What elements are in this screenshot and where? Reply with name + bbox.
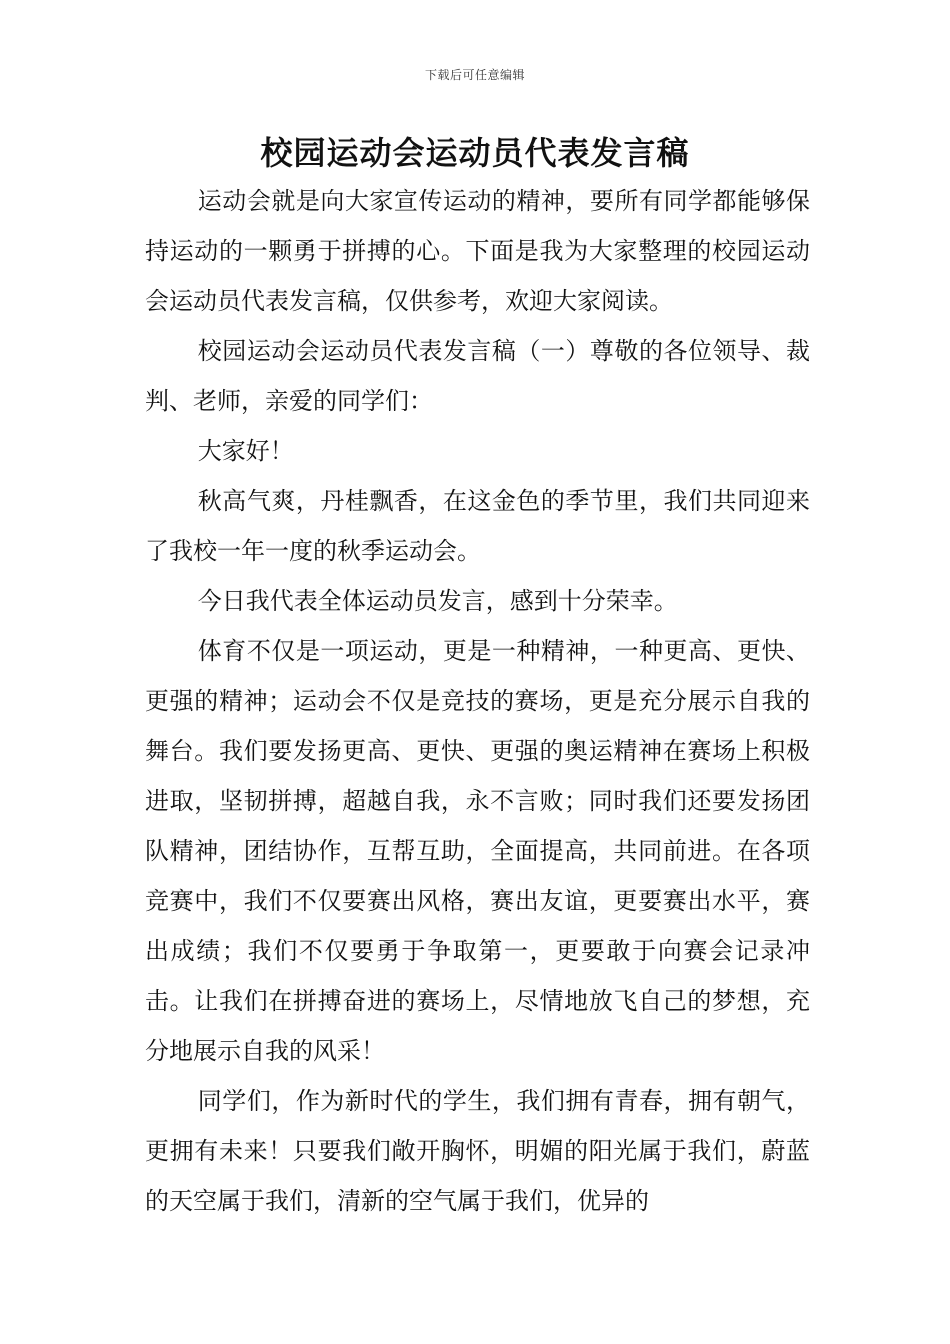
document-title: 校园运动会运动员代表发言稿 — [260, 134, 690, 172]
paragraph: 秋高气爽，丹桂飘香，在这金色的季节里，我们共同迎来了我校一年一度的秋季运动会。 — [145, 487, 810, 565]
page-header-note: 下载后可任意编辑 — [424, 68, 525, 82]
document-body — [145, 176, 810, 1226]
paragraph: 今日我代表全体运动员发言，感到十分荣幸。 — [197, 587, 678, 615]
paragraph: 大家好！ — [197, 437, 294, 465]
paragraph: 校园运动会运动员代表发言稿（一）尊敬的各位领导、裁判、老师，亲爱的同学们： — [145, 337, 810, 415]
paragraph: 体育不仅是一项运动，更是一种精神，一种更高、更快、更强的精神；运动会不仅是竞技的赛场，更是充分展示自我的舞台。我们要发扬更高、更快、更强的奥运精神在赛场上积极进取，坚韧拼搏，超越自我，永不言败；同时我们还要发扬团队精神，团结协作，互帮互助，全面提高，共同前进。在各项竞赛中，我们不仅要赛出风格，赛出友谊，更要赛出水平，赛出成绩；我们不仅要勇于争取第一，更要敢于向赛会记录冲击。让我们在拼搏奋进的赛场上，尽情地放飞自己的梦想，充分地展示自我的风采！ — [145, 637, 810, 1065]
paragraph: 运动会就是向大家宣传运动的精神，要所有同学都能够保持运动的一颗勇于拼搏的心。下面是我为大家整理的校园运动会运动员代表发言稿，仅供参考，欢迎大家阅读。 — [145, 187, 810, 315]
paragraph: 同学们，作为新时代的学生，我们拥有青春，拥有朝气，更拥有未来！只要我们敞开胸怀，明媚的阳光属于我们，蔚蓝的天空属于我们，清新的空气属于我们，优异的 — [145, 1087, 810, 1215]
